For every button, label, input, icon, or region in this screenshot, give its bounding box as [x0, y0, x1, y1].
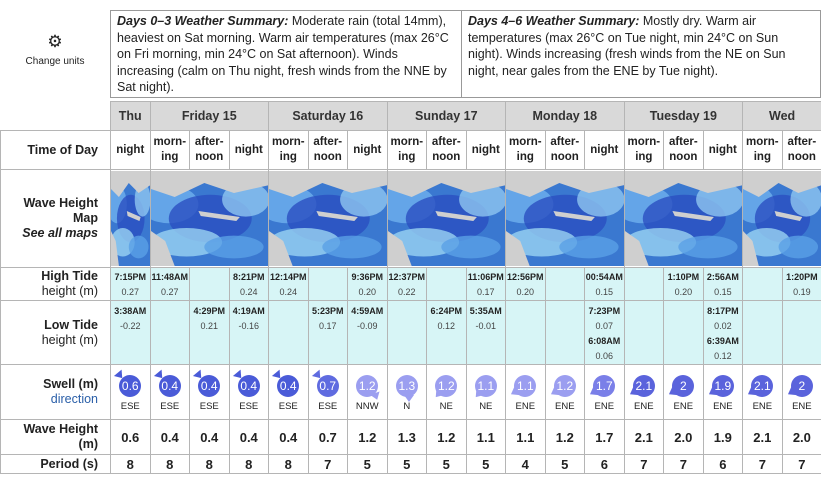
- low-tide-cell: [466, 301, 506, 365]
- high-tide-time: 2:56AM: [706, 272, 739, 282]
- swell-direction-arrow-icon: [791, 375, 813, 397]
- swell-label: Swell (m) direction: [1, 365, 111, 420]
- high-tide-height: 0.22: [398, 287, 416, 297]
- high-tide-cell: [190, 268, 230, 301]
- high-tide-cell: [782, 268, 821, 301]
- low-tide-time: 6:24PM: [430, 306, 463, 316]
- high-tide-height: 0.15: [714, 287, 732, 297]
- swell-direction-arrow-icon: [672, 375, 694, 397]
- swell-direction-arrow-icon: [198, 375, 220, 397]
- low-tide-time: 4:19AM: [232, 306, 265, 316]
- swell-value: 0.6: [121, 378, 139, 393]
- wave-height-cell: 2.1: [624, 420, 664, 455]
- wave-height-cell: 1.7: [585, 420, 625, 455]
- high-tide-cell: [585, 268, 625, 301]
- swell-direction: ESE: [120, 400, 140, 412]
- swell-direction-arrow-icon: [277, 375, 299, 397]
- time-of-day-cell: after- noon: [427, 131, 467, 170]
- wave-height-cell: 0.4: [150, 420, 190, 455]
- swell-direction: ENE: [634, 400, 654, 412]
- swell-direction: NE: [479, 400, 493, 412]
- swell-value: 2.1: [635, 378, 653, 393]
- wave-height-map-thumbnail[interactable]: [624, 170, 743, 268]
- period-cell: 7: [782, 455, 821, 474]
- period-cell: 8: [269, 455, 309, 474]
- swell-direction: ESE: [199, 400, 219, 412]
- wave-height-cell: 0.4: [229, 420, 269, 455]
- high-tide-time: 00:54AM: [585, 272, 623, 282]
- low-tide-height: -0.16: [238, 321, 260, 331]
- time-of-day-cell: night: [703, 131, 743, 170]
- low-tide-time: 6:08AM: [588, 336, 621, 346]
- swell-cell: [427, 365, 467, 420]
- swell-direction: ESE: [318, 400, 338, 412]
- swell-value: 1.7: [595, 378, 613, 393]
- time-of-day-row: [1, 131, 821, 170]
- wave-height-cell: 0.6: [111, 420, 151, 455]
- swell-direction-arrow-icon: [119, 375, 141, 397]
- day-header: Sunday 17: [387, 102, 506, 131]
- time-of-day-cell: night: [585, 131, 625, 170]
- wave-height-cell: 2.0: [782, 420, 821, 455]
- low-tide-height: 0.06: [595, 351, 614, 361]
- swell-value: 0.4: [240, 378, 258, 393]
- swell-cell: [782, 365, 821, 420]
- swell-cell: [190, 365, 230, 420]
- low-tide-cell: [743, 301, 783, 365]
- high-tide-cell: [743, 268, 783, 301]
- high-tide-cell: [387, 268, 427, 301]
- low-tide-time: 5:23PM: [312, 306, 344, 316]
- low-tide-time: 8:17PM: [707, 306, 739, 316]
- period-cell: 8: [111, 455, 151, 474]
- high-tide-cell: [466, 268, 506, 301]
- high-tide-height: 0.19: [793, 287, 811, 297]
- summary-text: Mostly dry. Warm air temperatures (max 26°C on Tue night, min 24°C on Sun night). Winds increasing (fresh winds from the NE on Sun night, near gales from the ENE by Tue night).: [468, 14, 786, 78]
- high-tide-time: 9:36PM: [351, 272, 384, 282]
- period-cell: 7: [743, 455, 783, 474]
- time-of-day-cell: morn- ing: [269, 131, 309, 170]
- time-of-day-cell: after- noon: [190, 131, 230, 170]
- swell-direction-arrow-icon: [712, 375, 734, 397]
- change-units-button[interactable]: [0, 0, 110, 100]
- wave-height-cell: 1.1: [506, 420, 546, 455]
- swell-value: 1.9: [714, 378, 732, 393]
- see-all-maps-link[interactable]: See all maps: [22, 226, 98, 240]
- low-tide-cell: [506, 301, 546, 365]
- time-of-day-cell: morn- ing: [506, 131, 546, 170]
- time-of-day-label: Time of Day: [1, 131, 111, 170]
- wave-height-cell: 0.7: [308, 420, 348, 455]
- high-tide-height: 0.20: [674, 287, 693, 297]
- high-tide-cell: [348, 268, 388, 301]
- high-tide-time: 12:56PM: [507, 272, 544, 282]
- low-tide-cell: [782, 301, 821, 365]
- swell-value: 1.2: [437, 378, 455, 393]
- wave-map-row: [1, 170, 821, 268]
- high-tide-cell: [269, 268, 309, 301]
- time-of-day-cell: night: [229, 131, 269, 170]
- summary-title: Days 0–3 Weather Summary:: [117, 14, 289, 28]
- swell-direction-arrow-icon: [317, 375, 339, 397]
- swell-value: 0.7: [319, 378, 337, 393]
- swell-cell: [585, 365, 625, 420]
- swell-direction: ENE: [515, 400, 536, 412]
- swell-direction: ENE: [792, 400, 812, 412]
- gear-icon: ⚙: [47, 32, 63, 51]
- low-tide-height: 0.12: [714, 351, 732, 361]
- high-tide-height: 0.24: [239, 287, 258, 297]
- wave-height-cell: 2.1: [743, 420, 783, 455]
- high-tide-time: 8:21PM: [233, 272, 265, 282]
- swell-value: 0.4: [161, 378, 179, 393]
- time-of-day-cell: after- noon: [782, 131, 821, 170]
- swell-direction: NE: [439, 400, 453, 412]
- time-of-day-cell: after- noon: [308, 131, 348, 170]
- high-tide-height: 0.20: [358, 287, 377, 297]
- day-header: Tuesday 19: [624, 102, 743, 131]
- summary-days-4-6: [462, 10, 821, 98]
- swell-cell: [308, 365, 348, 420]
- high-tide-label: High Tide height (m): [1, 268, 111, 301]
- swell-direction-arrow-icon: [514, 375, 536, 397]
- period-cell: 5: [466, 455, 506, 474]
- high-tide-cell: [111, 268, 151, 301]
- high-tide-height: 0.17: [477, 287, 495, 297]
- wave-height-row: [1, 420, 821, 455]
- wave-height-cell: 1.2: [545, 420, 585, 455]
- low-tide-row: [1, 301, 821, 365]
- arrow-head: [404, 395, 414, 402]
- swell-cell: [348, 365, 388, 420]
- wave-height-map-thumbnail[interactable]: [387, 170, 506, 268]
- corner-cell: [1, 102, 111, 131]
- time-of-day-cell: morn- ing: [387, 131, 427, 170]
- time-of-day-cell: night: [348, 131, 388, 170]
- swell-cell: [111, 365, 151, 420]
- low-tide-height: 0.17: [319, 321, 337, 331]
- swell-value: 1.3: [398, 378, 416, 393]
- swell-direction-arrow-icon: [593, 375, 615, 397]
- swell-direction-arrow-icon: [633, 375, 655, 397]
- high-tide-height: 0.20: [516, 287, 535, 297]
- swell-value: 2: [798, 378, 806, 393]
- high-tide-time: 11:48AM: [151, 272, 189, 282]
- swell-value: 1.1: [516, 378, 534, 393]
- wave-height-map-thumbnail[interactable]: [150, 170, 269, 268]
- high-tide-cell: [308, 268, 348, 301]
- high-tide-time: 1:10PM: [667, 272, 700, 282]
- swell-value: 1.2: [556, 378, 574, 393]
- wave-height-map-thumbnail[interactable]: [111, 170, 151, 268]
- period-cell: 5: [427, 455, 467, 474]
- wave-map-label: Wave Height Map See all maps: [1, 170, 111, 268]
- low-tide-cell: [703, 301, 743, 365]
- period-cell: 7: [664, 455, 704, 474]
- swell-direction-arrow-icon: [554, 375, 576, 397]
- low-tide-cell: [545, 301, 585, 365]
- high-tide-cell: [506, 268, 546, 301]
- arrow-head: [667, 386, 678, 398]
- swell-direction: ENE: [555, 400, 575, 412]
- swell-cell: [703, 365, 743, 420]
- swell-direction-arrow-icon: [238, 375, 260, 397]
- period-cell: 7: [308, 455, 348, 474]
- wave-height-cell: 2.0: [664, 420, 704, 455]
- high-tide-cell: [545, 268, 585, 301]
- time-of-day-cell: after- noon: [664, 131, 704, 170]
- swell-cell: [743, 365, 783, 420]
- swell-direction: ENE: [713, 400, 733, 412]
- swell-cell: [545, 365, 585, 420]
- low-tide-time: 7:23PM: [588, 306, 621, 316]
- forecast-table: [0, 101, 821, 474]
- high-tide-time: 1:20PM: [786, 272, 818, 282]
- low-tide-height: -0.09: [357, 321, 378, 331]
- high-tide-cell: [150, 268, 190, 301]
- swell-direction: ENE: [752, 400, 773, 412]
- high-tide-row: [1, 268, 821, 301]
- swell-direction: ESE: [278, 400, 298, 412]
- wave-height-label: Wave Height (m): [1, 420, 111, 455]
- low-tide-time: 3:38AM: [114, 306, 147, 316]
- period-cell: 5: [545, 455, 585, 474]
- swell-value: 1.2: [358, 378, 376, 393]
- low-tide-cell: [190, 301, 230, 365]
- period-cell: 8: [150, 455, 190, 474]
- swell-direction: NNW: [355, 400, 379, 412]
- low-tide-cell: [229, 301, 269, 365]
- swell-cell: [269, 365, 309, 420]
- weather-summary: [0, 0, 821, 101]
- time-of-day-cell: morn- ing: [624, 131, 664, 170]
- low-tide-cell: [387, 301, 427, 365]
- high-tide-height: 0.27: [121, 287, 140, 297]
- high-tide-cell: [664, 268, 704, 301]
- period-label: Period (s): [1, 455, 111, 474]
- day-header: Saturday 16: [269, 102, 388, 131]
- period-cell: 5: [387, 455, 427, 474]
- swell-value: 0.4: [279, 378, 297, 393]
- high-tide-time: 7:15PM: [114, 272, 146, 282]
- high-tide-time: 12:37PM: [388, 272, 426, 282]
- high-tide-cell: [624, 268, 664, 301]
- day-header: Friday 15: [150, 102, 269, 131]
- period-cell: 8: [190, 455, 230, 474]
- swell-value: 0.4: [200, 378, 218, 393]
- high-tide-time: 12:14PM: [270, 272, 307, 282]
- low-tide-height: 0.02: [714, 321, 732, 331]
- period-cell: 6: [585, 455, 625, 474]
- day-header: Thu: [111, 102, 151, 131]
- swell-direction: ESE: [239, 400, 259, 412]
- swell-value: 2: [679, 378, 687, 393]
- low-tide-time: 4:59AM: [351, 306, 384, 316]
- time-of-day-cell: after- noon: [545, 131, 585, 170]
- low-tide-label: Low Tide height (m): [1, 301, 111, 365]
- swell-direction: ENE: [673, 400, 694, 412]
- high-tide-cell: [703, 268, 743, 301]
- swell-cell: [229, 365, 269, 420]
- low-tide-time: 5:35AM: [469, 306, 502, 316]
- low-tide-cell: [348, 301, 388, 365]
- swell-direction-arrow-icon: [356, 375, 378, 397]
- time-of-day-cell: morn- ing: [743, 131, 783, 170]
- high-tide-height: 0.15: [595, 287, 614, 297]
- period-row: [1, 455, 821, 474]
- day-header: Wed: [743, 102, 821, 131]
- high-tide-height: 0.27: [160, 287, 179, 297]
- swell-cell: [387, 365, 427, 420]
- period-cell: 7: [624, 455, 664, 474]
- low-tide-cell: [269, 301, 309, 365]
- low-tide-cell: [585, 301, 625, 365]
- low-tide-cell: [624, 301, 664, 365]
- swell-cell: [150, 365, 190, 420]
- low-tide-cell: [664, 301, 704, 365]
- wave-height-cell: 1.2: [427, 420, 467, 455]
- low-tide-cell: [427, 301, 467, 365]
- swell-value: 1.1: [477, 378, 495, 393]
- low-tide-height: -0.01: [475, 321, 497, 331]
- arrow-head: [785, 386, 796, 398]
- wave-height-cell: 0.4: [190, 420, 230, 455]
- low-tide-time: 6:39AM: [706, 336, 739, 346]
- period-cell: 8: [229, 455, 269, 474]
- swell-cell: [466, 365, 506, 420]
- high-tide-cell: [229, 268, 269, 301]
- day-header: Monday 18: [506, 102, 625, 131]
- swell-direction-arrow-icon: [159, 375, 181, 397]
- period-cell: 5: [348, 455, 388, 474]
- swell-row: [1, 365, 821, 420]
- low-tide-time: 4:29PM: [193, 306, 225, 316]
- swell-direction-arrow-icon: [751, 375, 773, 397]
- swell-cell: [506, 365, 546, 420]
- wave-height-cell: 0.4: [269, 420, 309, 455]
- time-of-day-cell: morn- ing: [150, 131, 190, 170]
- wave-height-cell: 1.9: [703, 420, 743, 455]
- wave-height-cell: 1.1: [466, 420, 506, 455]
- swell-direction-arrow-icon: [475, 375, 497, 397]
- swell-direction-arrow-icon: [435, 375, 457, 397]
- wave-height-map-thumbnail[interactable]: [743, 170, 821, 268]
- low-tide-height: 0.21: [200, 321, 219, 331]
- summary-title: Days 4–6 Weather Summary:: [468, 14, 640, 28]
- swell-cell: [624, 365, 664, 420]
- summary-days-0-3: [110, 10, 462, 98]
- high-tide-cell: [427, 268, 467, 301]
- period-cell: 6: [703, 455, 743, 474]
- summary-text: Moderate rain (total 14mm), heaviest on Sat morning. Warm air temperatures (max 26°C on Fri morning, min 24°C on Sat afternoon). Winds increasing (calm on Thu night, fresh winds from the NNE by Sat night).: [117, 14, 449, 94]
- swell-cell: [664, 365, 704, 420]
- high-tide-height: 0.24: [279, 287, 298, 297]
- time-of-day-cell: night: [466, 131, 506, 170]
- swell-direction: ESE: [160, 400, 180, 412]
- swell-value: 2.1: [754, 378, 771, 393]
- time-of-day-cell: night: [111, 131, 151, 170]
- low-tide-cell: [111, 301, 151, 365]
- day-header-row: [1, 102, 821, 131]
- high-tide-time: 11:06PM: [467, 272, 504, 282]
- wave-height-cell: 1.2: [348, 420, 388, 455]
- low-tide-height: 0.07: [595, 321, 614, 331]
- low-tide-height: -0.22: [119, 321, 141, 331]
- change-units-label: Change units: [25, 56, 85, 67]
- swell-direction: ENE: [594, 400, 615, 412]
- period-cell: 4: [506, 455, 546, 474]
- swell-direction: N: [403, 400, 411, 412]
- wave-height-map-thumbnail[interactable]: [506, 170, 625, 268]
- swell-direction-arrow-icon: [396, 375, 418, 397]
- low-tide-cell: [150, 301, 190, 365]
- low-tide-cell: [308, 301, 348, 365]
- wave-height-map-thumbnail[interactable]: [269, 170, 388, 268]
- low-tide-height: 0.12: [437, 321, 456, 331]
- wave-height-cell: 1.3: [387, 420, 427, 455]
